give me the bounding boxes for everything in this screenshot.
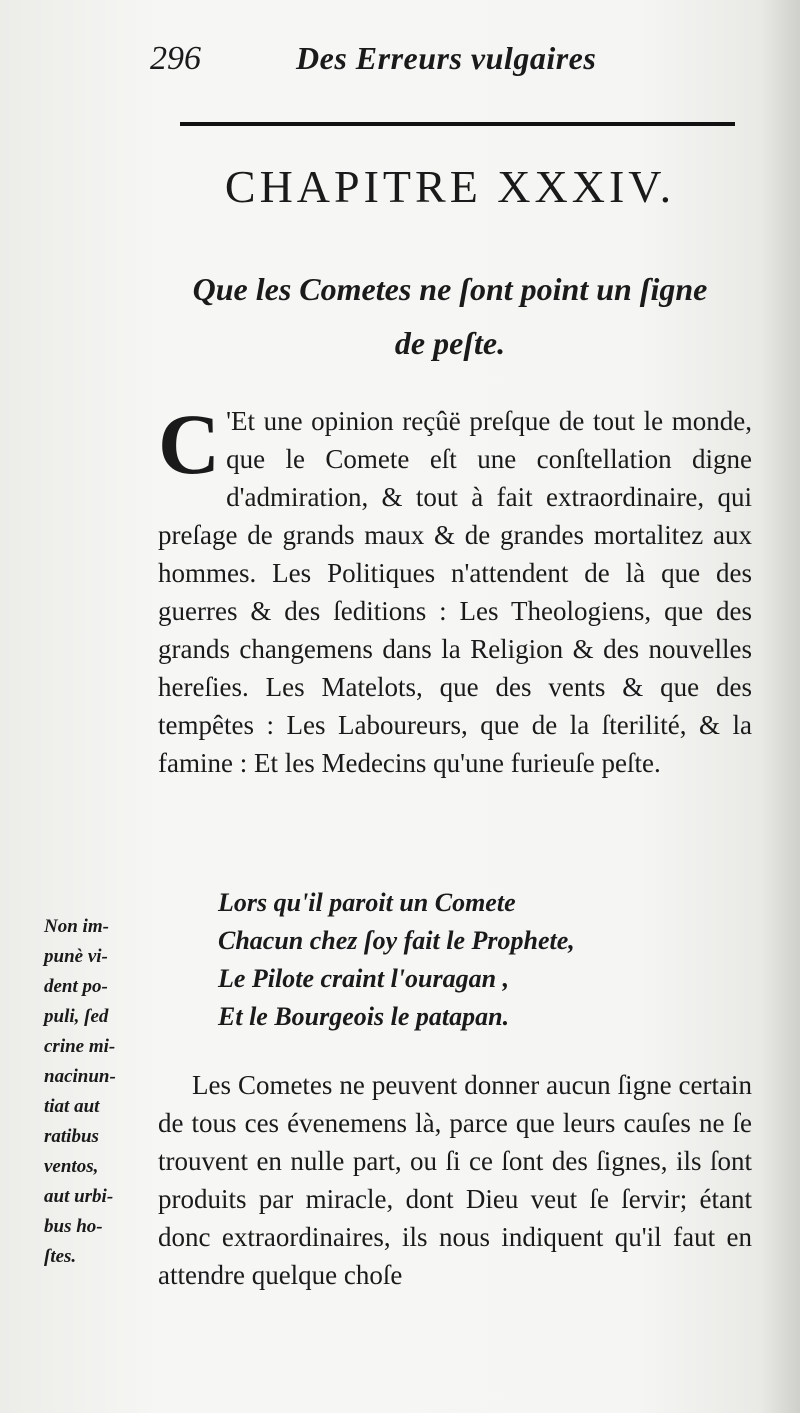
chapter-heading: CHAPITRE XXXIV. <box>224 161 676 212</box>
marginal-note-line: tiat aut <box>44 1096 100 1117</box>
marginal-note-line: puli, ſed <box>44 1006 109 1027</box>
verse-line: Et le Bourgeois le patapan. <box>218 1002 510 1031</box>
marginal-note-line: ſtes. <box>44 1246 77 1267</box>
marginal-note <box>44 912 144 1272</box>
marginal-note-line: Non im- <box>44 916 109 937</box>
chapter-title-line-1: Que les Cometes ne ſont point un ſigne <box>192 271 708 307</box>
verse-block <box>218 884 738 1036</box>
drop-cap: C <box>158 396 221 492</box>
page-number: 296 <box>150 40 201 77</box>
marginal-note-line: dent po- <box>44 976 108 997</box>
paragraph-2: Les Cometes ne peuvent donner aucun ſigne certain de tous ces évenemens là, parce que leurs cauſes ne ſe trouvent en nulle part, ou ſi ce ſont des ſignes, ils ſont produits par miracle, dont Dieu veut ſe ſervir; étant donc extraordinaires, ils nous indiquent qu'il faut en attendre quelque choſe <box>158 1070 752 1290</box>
marginal-note-line: crine mi- <box>44 1036 116 1057</box>
marginal-note-line: nacinun- <box>44 1066 116 1087</box>
paragraph-1 <box>158 396 752 782</box>
verse-line: Le Pilote craint l'ouragan , <box>218 964 510 993</box>
marginal-note-line: bus ho- <box>44 1216 103 1237</box>
verse-line: Lors qu'il paroit un Comete <box>218 888 516 917</box>
chapter-title <box>120 262 780 370</box>
marginal-note-line: punè vi- <box>44 946 108 967</box>
marginal-note-line: ventos, <box>44 1156 99 1177</box>
running-title: Des Erreurs vulgaires <box>296 40 597 76</box>
verse-line: Chacun chez ſoy fait le Prophete, <box>218 926 575 955</box>
header-rule <box>180 122 735 126</box>
chapter-title-line-2: de peſte. <box>394 325 506 361</box>
paragraph-1-text: 'Et une opinion reçûë preſque de tout le monde, que le Comete eſt une conſtellation digne d'admiration, & tout à fait extraordinaire, qui preſage de grands maux & de grandes mortalitez aux hommes. Les Politiques n'attendent de là que des guerres & des ſeditions : Les Theologiens, que des grands changemens dans la Religion & des nouvelles hereſies. Les Matelots, que des vents & que des tempêtes : Les Laboureurs, que de la ſterilité, & la famine : Et les Medecins qu'une furieuſe peſte. <box>158 406 752 778</box>
marginal-note-line: aut urbi- <box>44 1186 114 1207</box>
page-header <box>150 40 750 80</box>
marginal-note-line: ratibus <box>44 1126 99 1147</box>
